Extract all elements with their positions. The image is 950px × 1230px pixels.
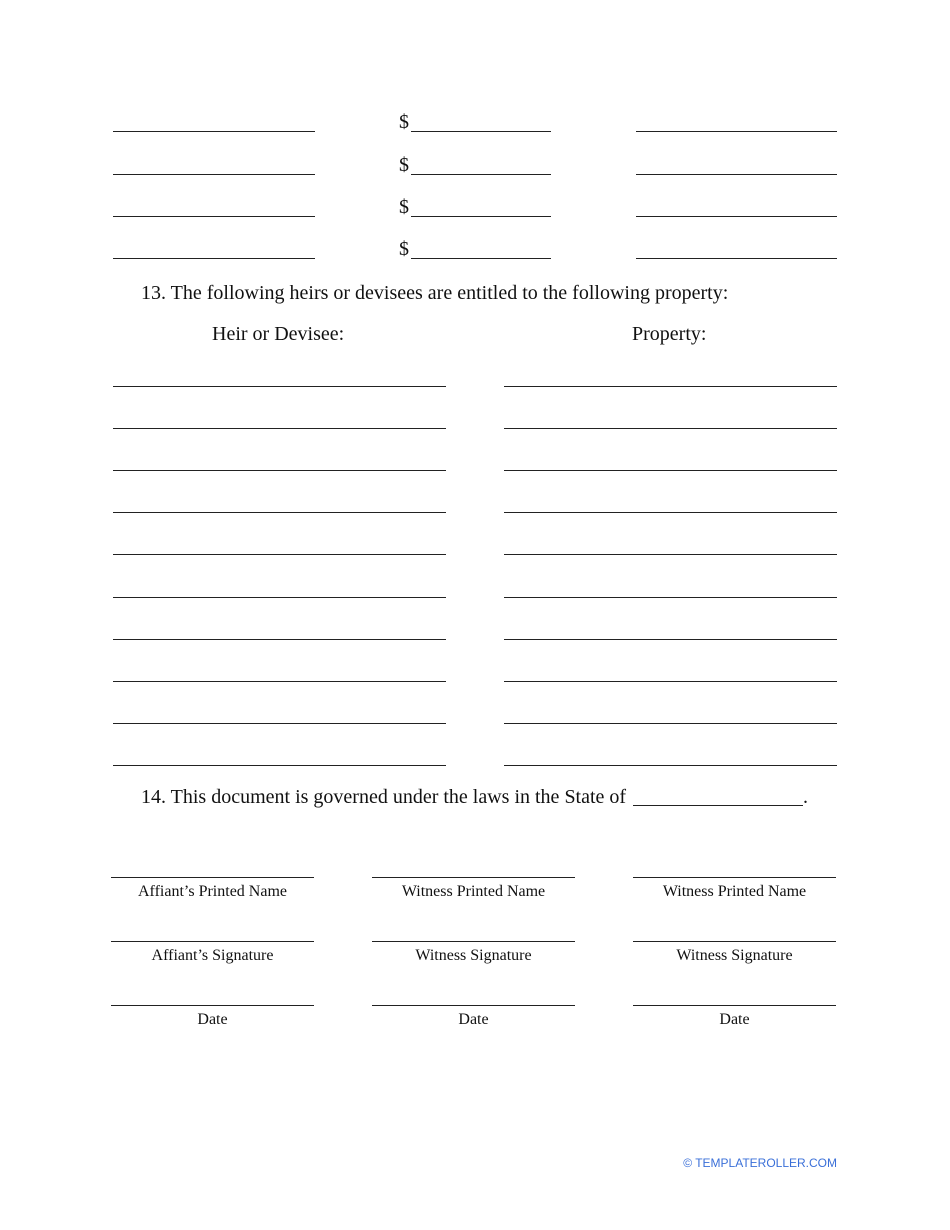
signature-label: Affiant’s Printed Name <box>137 883 287 900</box>
signature-line-field[interactable] <box>111 941 314 942</box>
amount-field[interactable] <box>411 216 551 217</box>
item-14-period: . <box>803 786 808 808</box>
heir-field[interactable] <box>113 512 446 513</box>
amount-field[interactable] <box>411 174 551 175</box>
property-field[interactable] <box>504 554 837 555</box>
heir-field[interactable] <box>113 470 446 471</box>
amount-row-right-field[interactable] <box>636 174 837 175</box>
amount-row-right-field[interactable] <box>636 258 837 259</box>
property-field[interactable] <box>504 470 837 471</box>
dollar-sign: $ <box>399 154 409 176</box>
property-field[interactable] <box>504 765 837 766</box>
signature-line-field[interactable] <box>633 877 836 878</box>
heir-header: Heir or Devisee: <box>212 323 345 345</box>
signature-label: Affiant’s Signature <box>151 947 274 964</box>
amount-row-left-field[interactable] <box>113 131 315 132</box>
signature-line-field[interactable] <box>633 941 836 942</box>
amount-field[interactable] <box>411 131 551 132</box>
property-header: Property: <box>632 323 707 345</box>
amount-row-right-field[interactable] <box>636 131 837 132</box>
property-field[interactable] <box>504 597 837 598</box>
heir-field[interactable] <box>113 681 446 682</box>
dollar-sign: $ <box>399 111 409 133</box>
signature-label: Witness Printed Name <box>662 883 807 900</box>
signature-label: Date <box>719 1011 750 1028</box>
heir-field[interactable] <box>113 639 446 640</box>
heir-field[interactable] <box>113 723 446 724</box>
property-field[interactable] <box>504 723 837 724</box>
signature-label: Date <box>458 1011 489 1028</box>
property-field[interactable] <box>504 639 837 640</box>
amount-row-right-field[interactable] <box>636 216 837 217</box>
heir-field[interactable] <box>113 554 446 555</box>
signature-line-field[interactable] <box>372 877 575 878</box>
item-14-text: 14. This document is governed under the laws in the State of <box>141 786 627 808</box>
dollar-sign: $ <box>399 196 409 218</box>
item-13-text: 13. The following heirs or devisees are entitled to the following property: <box>141 282 729 304</box>
dollar-sign: $ <box>399 238 409 260</box>
signature-label: Witness Signature <box>676 947 793 964</box>
footer-copyright[interactable]: © TEMPLATEROLLER.COM <box>683 1156 837 1170</box>
property-field[interactable] <box>504 428 837 429</box>
property-field[interactable] <box>504 512 837 513</box>
heir-field[interactable] <box>113 597 446 598</box>
signature-line-field[interactable] <box>111 1005 314 1006</box>
signature-line-field[interactable] <box>633 1005 836 1006</box>
amount-row-left-field[interactable] <box>113 258 315 259</box>
state-field[interactable] <box>633 805 803 806</box>
amount-row-left-field[interactable] <box>113 174 315 175</box>
signature-line-field[interactable] <box>372 1005 575 1006</box>
signature-label: Witness Printed Name <box>401 883 546 900</box>
heir-field[interactable] <box>113 386 446 387</box>
amount-field[interactable] <box>411 258 551 259</box>
heir-field[interactable] <box>113 428 446 429</box>
property-field[interactable] <box>504 681 837 682</box>
signature-label: Date <box>197 1011 228 1028</box>
amount-row-left-field[interactable] <box>113 216 315 217</box>
property-field[interactable] <box>504 386 837 387</box>
signature-label: Witness Signature <box>415 947 532 964</box>
signature-line-field[interactable] <box>111 877 314 878</box>
heir-field[interactable] <box>113 765 446 766</box>
signature-line-field[interactable] <box>372 941 575 942</box>
